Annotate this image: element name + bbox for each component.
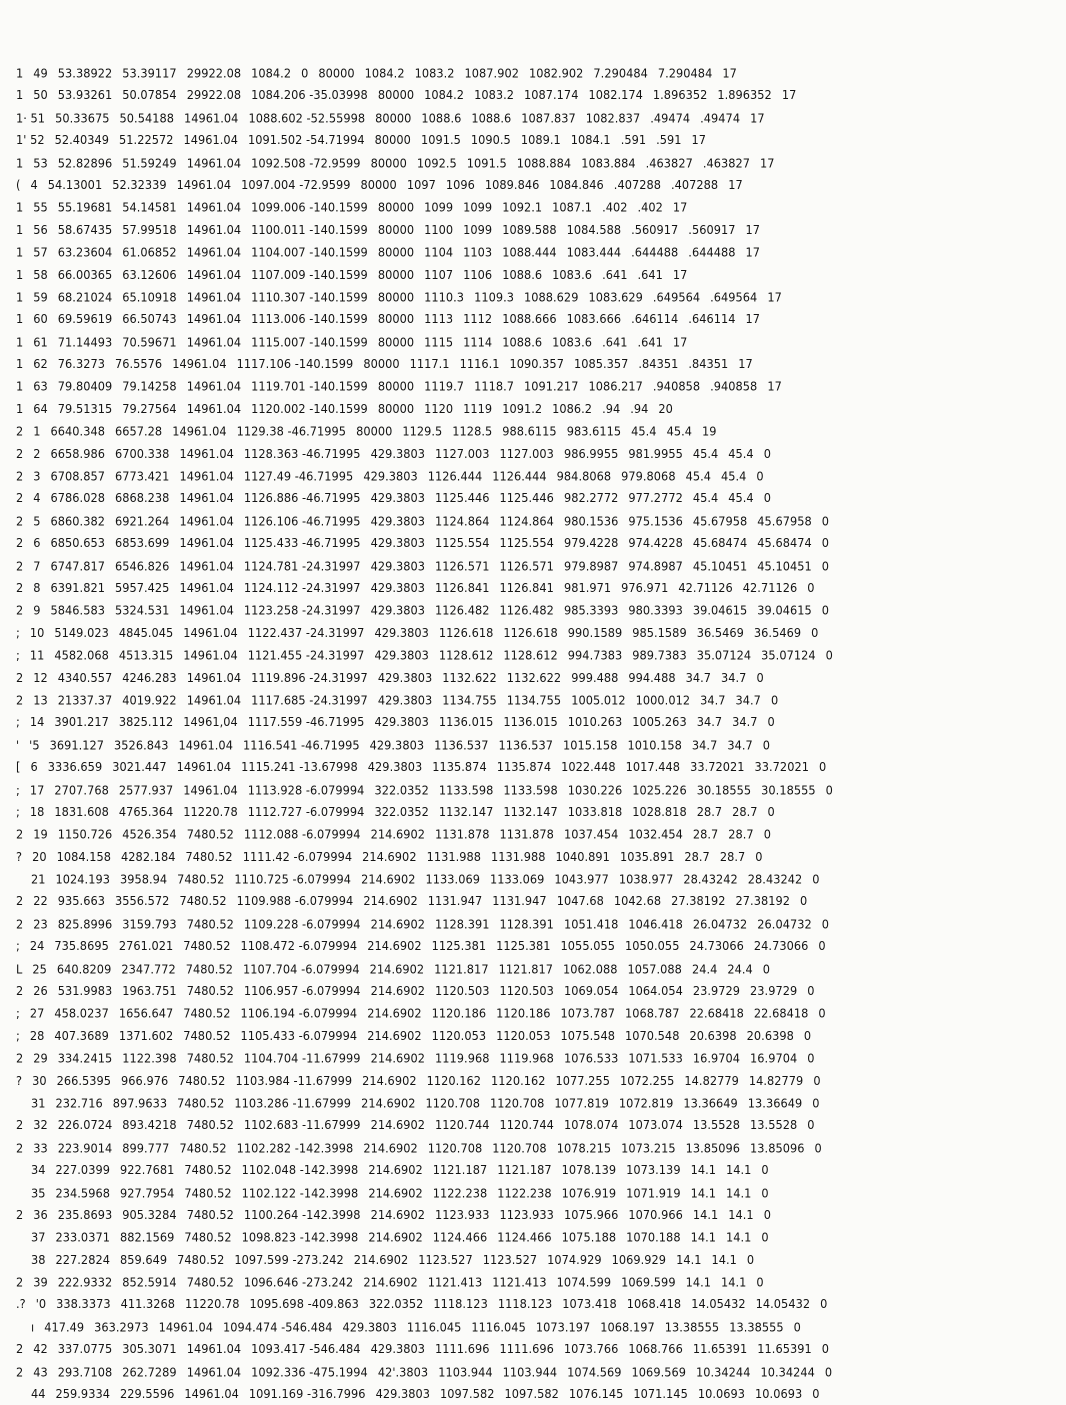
table-row: 1 53 52.82896 51.59249 14961.04 1092.508 -72.9599 80000 1092.5 1091.5 1088.884 1083.884 .463827 .463827 17 [16,154,775,170]
table-row: 38 227.2824 859.649 7480.52 1097.599 -273.242 214.6902 1123.527 1123.527 1074.929 1069.929 14.1 14.1 0 [31,1251,755,1267]
table-row: ; 10 5149.023 4845.045 14961.04 1122.437 -24.31997 429.3803 1126.618 1126.618 990.1589 985.1589 36.5469 36.5469 0 [16,624,819,640]
table-row: 1 50 53.93261 50.07854 29922.08 1084.206 -35.03998 80000 1084.2 1083.2 1087.174 1082.174 1.896352 1.896352 17 [16,87,797,103]
table-row: 1 59 68.21024 65.10918 14961.04 1110.307 -140.1599 80000 1110.3 1109.3 1088.629 1083.629 .649564 .649564 17 [16,289,782,305]
table-row: 2 29 334.2415 1122.398 7480.52 1104.704 -11.67999 214.6902 1119.968 1119.968 1076.533 1071.533 16.9704 16.9704 0 [16,1050,815,1066]
table-row: ; 28 407.3689 1371.602 7480.52 1105.433 -6.079994 214.6902 1120.053 1120.053 1075.548 1070.548 20.6398 20.6398 0 [16,1027,812,1043]
table-row: ? 20 1084.158 4282.184 7480.52 1111.42 -6.079994 214.6902 1131.988 1131.988 1040.891 1035.891 28.7 28.7 0 [16,848,763,864]
table-row: 1 58 66.00365 63.12606 14961.04 1107.009 -140.1599 80000 1107 1106 1088.6 1083.6 .641 .641 17 [16,266,688,282]
table-row: ; 27 458.0237 1656.647 7480.52 1106.194 -6.079994 214.6902 1120.186 1120.186 1073.787 1068.787 22.68418 22.68418 0 [16,1005,826,1021]
table-row: 34 227.0399 922.7681 7480.52 1102.048 -142.3998 214.6902 1121.187 1121.187 1078.139 1073.139 14.1 14.1 0 [31,1162,769,1178]
data-table [16,62,1056,1405]
table-row: ı 417.49 363.2973 14961.04 1094.474 -546.484 429.3803 1116.045 1116.045 1073.197 1068.197 13.38555 13.38555 0 [31,1319,801,1335]
table-row: 2 12 4340.557 4246.283 14961.04 1119.896 -24.31997 429.3803 1132.622 1132.622 999.488 994.488 34.7 34.7 0 [16,669,764,685]
table-row: 2 19 1150.726 4526.354 7480.52 1112.088 -6.079994 214.6902 1131.878 1131.878 1037.454 1032.454 28.7 28.7 0 [16,826,771,842]
table-row: 2 42 337.0775 305.3071 14961.04 1093.417 -546.484 429.3803 1111.696 1111.696 1073.766 1068.766 11.65391 11.65391 0 [16,1341,829,1357]
table-row: 1 62 76.3273 76.5576 14961.04 1117.106 -140.1599 80000 1117.1 1116.1 1090.357 1085.357 .84351 .84351 17 [16,356,753,372]
table-row: 2 3 6708.857 6773.421 14961.04 1127.49 -46.71995 429.3803 1126.444 1126.444 984.8068 979.8068 45.4 45.4 0 [16,468,764,484]
table-row: 1 63 79.80409 79.14258 14961.04 1119.701 -140.1599 80000 1119.7 1118.7 1091.217 1086.217 .940858 .940858 17 [16,378,782,394]
table-row: 2 8 6391.821 5957.425 14961.04 1124.112 -24.31997 429.3803 1126.841 1126.841 981.971 976.971 42.71126 42.71126 0 [16,579,815,595]
table-row: 1 49 53.38922 53.39117 29922.08 1084.2 0 80000 1084.2 1083.2 1087.902 1082.902 7.290484 7.290484 17 [16,65,737,81]
table-row: 21 1024.193 3958.94 7480.52 1110.725 -6.079994 214.6902 1133.069 1133.069 1043.977 1038.977 28.43242 28.43242 0 [31,871,820,887]
table-row: 2 22 935.663 3556.572 7480.52 1109.988 -6.079994 214.6902 1131.947 1131.947 1047.68 1042.68 27.38192 27.38192 0 [16,893,808,909]
table-row: 2 2 6658.986 6700.338 14961.04 1128.363 -46.71995 429.3803 1127.003 1127.003 986.9955 981.9955 45.4 45.4 0 [16,445,771,461]
table-row: ; 11 4582.068 4513.315 14961.04 1121.455 -24.31997 429.3803 1128.612 1128.612 994.7383 989.7383 35.07124 35.07124 0 [16,647,833,663]
table-row: 1' 52 52.40349 51.22572 14961.04 1091.502 -54.71994 80000 1091.5 1090.5 1089.1 1084.1 .591 .591 17 [16,132,707,148]
table-row: 2 6 6850.653 6853.699 14961.04 1125.433 -46.71995 429.3803 1125.554 1125.554 979.4228 974.4228 45.68474 45.68474 0 [16,535,830,551]
table-row: 2 23 825.8996 3159.793 7480.52 1109.228 -6.079994 214.6902 1128.391 1128.391 1051.418 1046.418 26.04732 26.04732 0 [16,916,830,932]
table-row: ? 30 266.5395 966.976 7480.52 1103.984 -11.67999 214.6902 1120.162 1120.162 1077.255 1072.255 14.82779 14.82779 0 [16,1072,821,1088]
table-row: 2 13 21337.37 4019.922 14961.04 1117.685 -24.31997 429.3803 1134.755 1134.755 1005.012 1000.012 34.7 34.7 0 [16,692,779,708]
table-row: 2 1 6640.348 6657.28 14961.04 1129.38 -46.71995 80000 1129.5 1128.5 988.6115 983.6115 45.4 45.4 19 [16,423,717,439]
table-row: 37 233.0371 882.1569 7480.52 1098.823 -142.3998 214.6902 1124.466 1124.466 1075.188 1070.188 14.1 14.1 0 [31,1229,769,1245]
table-row: 44 259.9334 229.5596 14961.04 1091.169 -316.7996 429.3803 1097.582 1097.582 1076.145 1071.145 10.0693 10.0693 0 [31,1386,820,1402]
table-row: 1 55 55.19681 54.14581 14961.04 1099.006 -140.1599 80000 1099 1099 1092.1 1087.1 .402 .402 17 [16,199,688,215]
table-row: 2 5 6860.382 6921.264 14961.04 1126.106 -46.71995 429.3803 1124.864 1124.864 980.1536 975.1536 45.67958 45.67958 0 [16,513,830,529]
table-row: 35 234.5968 927.7954 7480.52 1102.122 -142.3998 214.6902 1122.238 1122.238 1076.919 1071.919 14.1 14.1 0 [31,1184,769,1200]
table-row: 1 64 79.51315 79.27564 14961.04 1120.002 -140.1599 80000 1120 1119 1091.2 1086.2 .94 .94 20 [16,400,673,416]
table-row: ; 14 3901.217 3825.112 14961,04 1117.559 -46.71995 429.3803 1136.015 1136.015 1010.263 1005.263 34.7 34.7 0 [16,714,775,730]
table-row: 1 60 69.59619 66.50743 14961.04 1113.006 -140.1599 80000 1113 1112 1088.666 1083.666 .646114 .646114 17 [16,311,761,327]
table-row: 2 7 6747.817 6546.826 14961.04 1124.781 -24.31997 429.3803 1126.571 1126.571 979.8987 974.8987 45.10451 45.10451 0 [16,557,830,573]
table-row: 2 26 531.9983 1963.751 7480.52 1106.957 -6.079994 214.6902 1120.503 1120.503 1069.054 1064.054 23.9729 23.9729 0 [16,983,815,999]
table-row: 2 43 293.7108 262.7289 14961.04 1092.336 -475.1994 42'.3803 1103.944 1103.944 1074.569 1069.569 10.34244 10.34244 0 [16,1364,833,1380]
table-row: ; 18 1831.608 4765.364 11220.78 1112.727 -6.079994 322.0352 1132.147 1132.147 1033.818 1028.818 28.7 28.7 0 [16,803,775,819]
table-row: .? '0 338.3373 411.3268 11220.78 1095.698 -409.863 322.0352 1118.123 1118.123 1073.418 1068.418 14.05432 14.05432 0 [16,1296,828,1312]
table-row: 2 9 5846.583 5324.531 14961.04 1123.258 -24.31997 429.3803 1126.482 1126.482 985.3393 980.3393 39.04615 39.04615 0 [16,602,830,618]
table-row: L 25 640.8209 2347.772 7480.52 1107.704 -6.079994 214.6902 1121.817 1121.817 1062.088 1057.088 24.4 24.4 0 [16,961,771,977]
table-row: 2 39 222.9332 852.5914 7480.52 1096.646 -273.242 214.6902 1121.413 1121.413 1074.599 1069.599 14.1 14.1 0 [16,1274,764,1290]
table-row: 1 57 63.23604 61.06852 14961.04 1104.007 -140.1599 80000 1104 1103 1088.444 1083.444 .644488 .644488 17 [16,244,761,260]
table-row: 2 36 235.8693 905.3284 7480.52 1100.264 -142.3998 214.6902 1123.933 1123.933 1075.966 1070.966 14.1 14.1 0 [16,1206,771,1222]
table-row: ; 17 2707.768 2577.937 14961.04 1113.928 -6.079994 322.0352 1133.598 1133.598 1030.226 1025.226 30.18555 30.18555 0 [16,781,833,797]
table-row: 2 32 226.0724 893.4218 7480.52 1102.683 -11.67999 214.6902 1120.744 1120.744 1078.074 1073.074 13.5528 13.5528 0 [16,1117,815,1133]
table-row: [ 6 3336.659 3021.447 14961.04 1115.241 -13.67998 429.3803 1135.874 1135.874 1022.448 1017.448 33.72021 33.72021 0 [16,759,827,775]
table-row: 2 4 6786.028 6868.238 14961.04 1126.886 -46.71995 429.3803 1125.446 1125.446 982.2772 977.2772 45.4 45.4 0 [16,490,771,506]
table-row: 1 61 71.14493 70.59671 14961.04 1115.007 -140.1599 80000 1115 1114 1088.6 1083.6 .641 .641 17 [16,334,688,350]
table-row: 31 232.716 897.9633 7480.52 1103.286 -11.67999 214.6902 1120.708 1120.708 1077.819 1072.819 13.36649 13.36649 0 [31,1095,820,1111]
table-row: ' '5 3691.127 3526.843 14961.04 1116.541 -46.71995 429.3803 1136.537 1136.537 1015.158 1010.158 34.7 34.7 0 [16,737,771,753]
table-row: 1· 51 50.33675 50.54188 14961.04 1088.602 -52.55998 80000 1088.6 1088.6 1087.837 1082.837 .49474 .49474 17 [16,110,765,126]
table-row: 2 33 223.9014 899.777 7480.52 1102.282 -142.3998 214.6902 1120.708 1120.708 1078.215 1073.215 13.85096 13.85096 0 [16,1140,822,1156]
table-row: ; 24 735.8695 2761.021 7480.52 1108.472 -6.079994 214.6902 1125.381 1125.381 1055.055 1050.055 24.73066 24.73066 0 [16,938,826,954]
table-row: ( 4 54.13001 52.32339 14961.04 1097.004 -72.9599 80000 1097 1096 1089.846 1084.846 .407288 .407288 17 [16,176,743,192]
table-row: 1 56 58.67435 57.99518 14961.04 1100.011 -140.1599 80000 1100 1099 1089.588 1084.588 .560917 .560917 17 [16,221,761,237]
